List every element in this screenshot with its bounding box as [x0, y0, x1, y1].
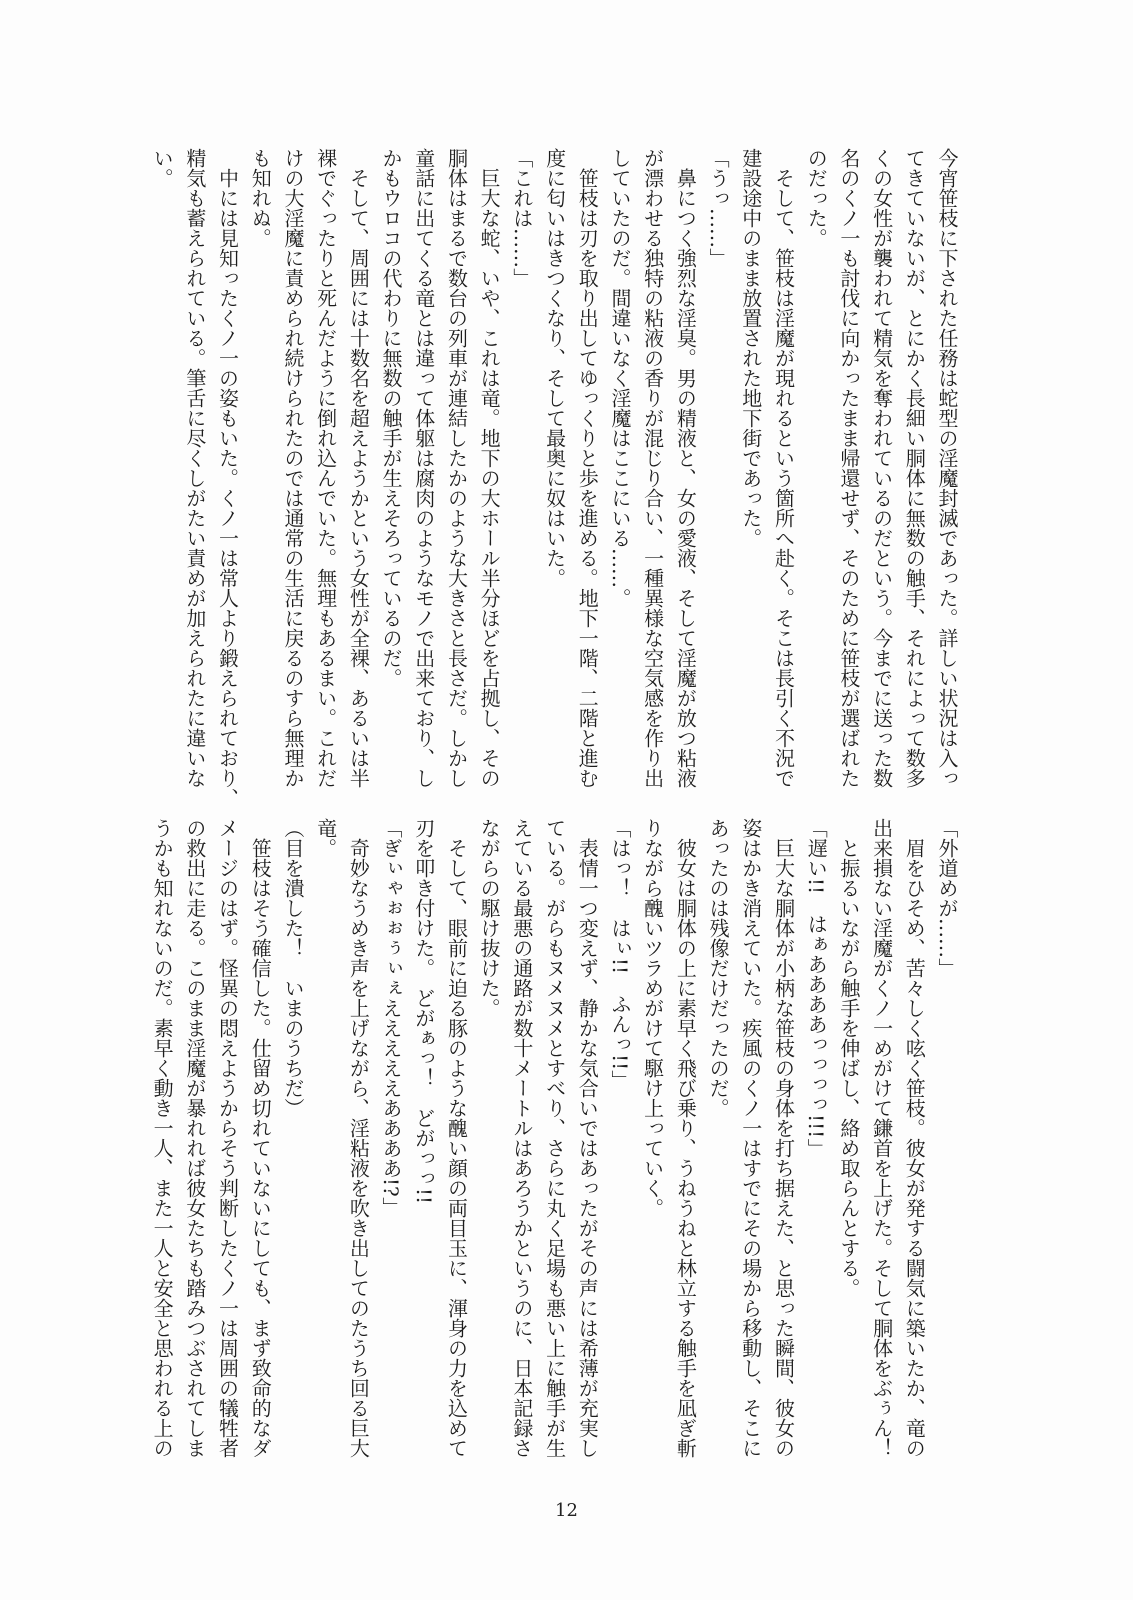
text-column: のだった。	[804, 148, 829, 248]
text-column: てきていないが、とにかく長細い胴体に無数の触手、それによって数多	[902, 148, 927, 788]
text-column: かもウロコの代わりに無数の触手が生えそろっているのだ。	[379, 148, 404, 688]
text-column: 「ぎぃゃぉぉぅぃぇえええええああああ!?」	[379, 818, 404, 1217]
text-column: い。	[150, 148, 175, 188]
text-column: あったのは残像だけだったのだ。	[706, 818, 731, 1118]
text-column: 名のくノ一も討伐に向かったまま帰還せず、そのために笹枝が選ばれた	[836, 148, 861, 788]
text-column: 鼻につく強烈な淫臭。男の精液と、女の愛液、そして淫魔が放つ粘液	[673, 148, 698, 788]
text-column: の救出に走る。このまま淫魔が暴れれば彼女たちも踏みつぶされてしま	[182, 818, 207, 1458]
page-number: 12	[555, 1500, 578, 1521]
text-column: と振るいながら触手を伸ばし、絡め取らんとする。	[836, 818, 861, 1298]
text-column: 巨大な蛇、いや、これは竜。地下の大ホール半分ほどを占拠し、その	[477, 148, 502, 788]
text-column: ながらの駆け抜けた。	[477, 818, 502, 1018]
text-column: 笹枝は刃を取り出してゆっくりと歩を進める。地下一階、二階と進む	[575, 148, 600, 788]
text-column: えている最悪の通路が数十メートルはあろうかというのに、日本記録さ	[509, 818, 534, 1458]
text-column: メージのはず。怪異の悶えようからそう判断したくノ一は周囲の犠牲者	[215, 818, 240, 1458]
text-column: 裸でぐったりと死んだように倒れ込んでいた。無理もあるまい。これだ	[313, 148, 338, 788]
text-column: うかも知れないのだ。素早く動き一人、また一人と安全と思われる上の	[150, 818, 175, 1458]
text-column: 姿はかき消えていた。疾風のくノ一はすでにその場から移動し、そこに	[738, 818, 763, 1458]
text-column: 竜。	[313, 818, 338, 858]
text-column: 「うっ……」	[706, 148, 731, 268]
text-column: そして、周囲には十数名を超えようかという女性が全裸、あるいは半	[346, 148, 371, 788]
text-column: ている。がらもヌメヌメとすべり、さらに丸く足場も悪い上に触手が生	[542, 818, 567, 1458]
upper-text-block	[145, 148, 963, 808]
text-column: 奇妙なうめき声を上げながら、淫粘液を吹き出してのたうち回る巨大	[346, 818, 371, 1458]
text-column: 「外道めが……」	[935, 818, 959, 978]
text-column: 彼女は胴体の上に素早く飛び乗り、うねうねと林立する触手を凪ぎ斬	[673, 818, 698, 1458]
text-column: 表情一つ変えず、静かな気合いではあったがその声には希薄が充実し	[575, 818, 600, 1458]
text-column: 童話に出てくる竜とは違って体躯は腐肉のようなモノで出来ており、し	[411, 148, 436, 788]
text-column: 刃を叩き付けた。 どがぁっ！ どがっっ!!	[411, 818, 436, 1205]
text-column: （目を潰した！ いまのうちだ）	[280, 818, 305, 1118]
text-column: けの大淫魔に責められ続けられたのでは通常の生活に戻るのすら無理か	[280, 148, 305, 788]
text-column: 精気も蓄えられている。筆舌に尽くしがたい責めが加えられたに違いな	[182, 148, 207, 788]
text-column: 度に匂いはきつくなり、そして最奥に奴はいた。	[542, 148, 567, 588]
text-column: 中には見知ったくノ一の姿もいた。くノ一は常人より鍛えられており、	[215, 148, 240, 808]
text-column: 「はっ！ はぃ!! ふんっ!!」	[607, 818, 632, 1091]
text-column: 巨大な胴体が小柄な笹枝の身体を打ち据えた、と思った瞬間、彼女の	[771, 818, 796, 1458]
text-column: 笹枝はそう確信した。仕留め切れていないにしても、まず致命的なダ	[248, 818, 273, 1458]
text-column: 「遅い!! はぁああああっっっっ!!!」	[804, 818, 829, 1159]
text-column: が漂わせる独特の粘液の香りが混じり合い、一種異様な空気感を作り出	[640, 148, 665, 788]
text-column: くの女性が襲われて精気を奪われているのだという。今までに送った数	[869, 148, 894, 788]
text-column: そして、笹枝は淫魔が現れるという箇所へ赴く。そこは長引く不況で	[771, 148, 796, 788]
text-column: 「これは……」	[509, 148, 534, 288]
text-column: 胴体はまるで数台の列車が連結したかのような大きさと長さだ。しかし	[444, 148, 469, 788]
lower-text-block	[145, 818, 963, 1478]
text-column: していたのだ。間違いなく淫魔はここにいる……。	[607, 148, 632, 608]
text-column: 今宵笹枝に下された任務は蛇型の淫魔封滅であった。詳しい状況は入っ	[935, 148, 959, 788]
text-column: りながら醜いツラめがけて駆け上っていく。	[640, 818, 665, 1218]
text-column: 眉をひそめ、苦々しく呟く笹枝。彼女が発する闘気に築いたか、竜の	[902, 818, 927, 1458]
text-column: そして、眼前に迫る豚のような醜い顔の両目玉に、渾身の力を込めて	[444, 818, 469, 1458]
text-column: も知れぬ。	[248, 148, 273, 248]
text-column: 建設途中のまま放置された地下街であった。	[738, 148, 763, 548]
text-column: 出来損ない淫魔がくノ一めがけて鎌首を上げた。そして胴体をぶぅん！	[869, 818, 894, 1458]
